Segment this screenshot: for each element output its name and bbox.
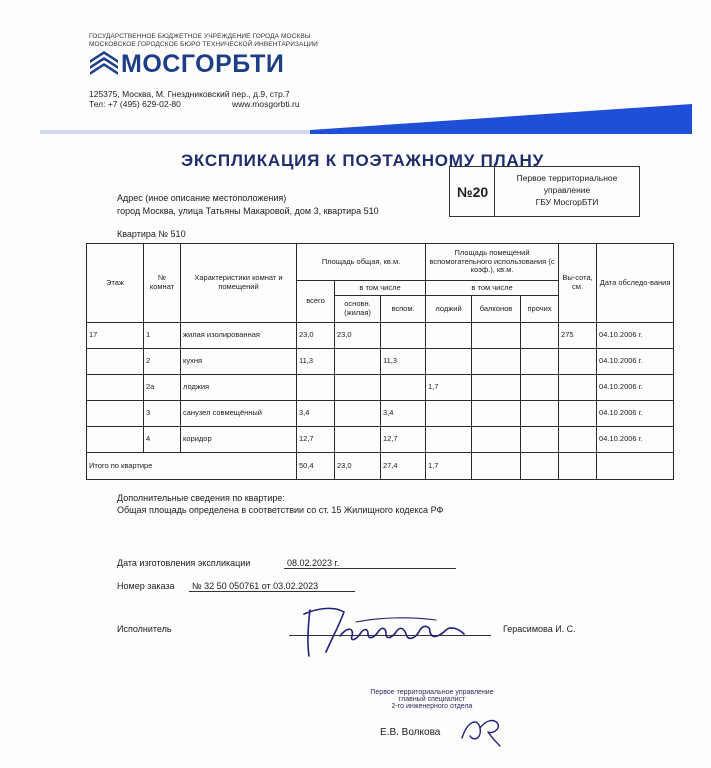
cell-date: 04.10.2006 г. xyxy=(597,401,674,427)
header-phone: Тел: +7 (495) 629-02-80 xyxy=(89,99,181,109)
totals-main: 23,0 xyxy=(335,453,381,480)
cell-aux xyxy=(381,323,426,349)
header-survey-date: Дата обследо-вания xyxy=(597,244,674,323)
cell-desc: коридор xyxy=(181,427,297,453)
cell-other xyxy=(521,427,559,453)
cell-aux: 12,7 xyxy=(381,427,426,453)
cell-floor xyxy=(87,401,144,427)
date-label: Дата изготовления экспликации xyxy=(117,558,251,568)
cell-aux xyxy=(381,375,426,401)
totals-other xyxy=(521,453,559,480)
cell-height xyxy=(559,427,597,453)
cell-date: 04.10.2006 г. xyxy=(597,375,674,401)
cell-desc: жилая изолированная xyxy=(181,323,297,349)
totals-height xyxy=(559,453,597,480)
header-incl: в том числе xyxy=(335,281,426,296)
brand-name: МОСГОРБТИ xyxy=(121,50,285,78)
cell-balcony xyxy=(472,401,521,427)
cell-other xyxy=(521,323,559,349)
cell-other xyxy=(521,375,559,401)
cell-height xyxy=(559,401,597,427)
cell-main xyxy=(335,427,381,453)
cell-desc: лоджия xyxy=(181,375,297,401)
table-row xyxy=(87,401,674,427)
stamp-line-1: Первое территориальное управление xyxy=(370,689,494,696)
header-height: Вы-сота, см. xyxy=(559,244,597,323)
cell-desc: санузел совмещённый xyxy=(181,401,297,427)
header-address: 125375, Москва, М. Гнездниковский пер., д.9, стр.7 xyxy=(89,89,290,99)
header-loggia: лоджий xyxy=(426,296,472,323)
cell-room: 1 xyxy=(144,323,181,349)
issuer-line-2: управление xyxy=(543,185,591,195)
table-row xyxy=(87,427,674,453)
cell-balcony xyxy=(472,427,521,453)
header-aux-area-group: Площадь помещений вспомогательного использования (с коэф.), кв.м. xyxy=(426,244,559,281)
order-value: № 32 50 050761 от 03.02.2023 xyxy=(189,581,355,592)
cell-loggia: 1,7 xyxy=(426,375,472,401)
cell-total: 12,7 xyxy=(297,427,335,453)
cell-other xyxy=(521,401,559,427)
cell-total: 3,4 xyxy=(297,401,335,427)
header-incl-2: в том числе xyxy=(426,281,559,296)
totals-aux: 27,4 xyxy=(381,453,426,480)
notes-text: Общая площадь определена в соответствии со ст. 15 Жилищного кодекса РФ xyxy=(117,505,444,515)
document-number: №20 xyxy=(457,184,489,200)
cell-balcony xyxy=(472,323,521,349)
cell-total: 23,0 xyxy=(297,323,335,349)
header-website: www.mosgorbti.ru xyxy=(232,99,300,109)
cell-room: 2 xyxy=(144,349,181,375)
header-characteristics: Характеристики комнат и помещений xyxy=(181,244,297,323)
cell-other xyxy=(521,349,559,375)
table-row xyxy=(87,375,674,401)
specialist-signature-icon xyxy=(458,712,504,748)
notes-label: Дополнительные сведения по квартире: xyxy=(117,493,285,503)
cell-height xyxy=(559,349,597,375)
cell-room: 3 xyxy=(144,401,181,427)
cell-main xyxy=(335,375,381,401)
header-area-total-group: Площадь общая, кв.м. xyxy=(297,244,426,281)
cell-loggia xyxy=(426,427,472,453)
specialist-stamp xyxy=(347,689,517,710)
cell-loggia xyxy=(426,349,472,375)
cell-loggia xyxy=(426,401,472,427)
cell-date: 04.10.2006 г. xyxy=(597,349,674,375)
cell-date: 04.10.2006 г. xyxy=(597,427,674,453)
header-other: прочих xyxy=(521,296,559,323)
cell-floor: 17 xyxy=(87,323,144,349)
totals-label: Итого по квартире xyxy=(87,453,297,480)
org-line-2: МОСКОВСКОЕ ГОРОДСКОЕ БЮРО ТЕХНИЧЕСКОЙ ИНВЕНТАРИЗАЦИИ xyxy=(89,41,318,48)
cell-aux: 11,3 xyxy=(381,349,426,375)
executor-signature-icon xyxy=(296,598,468,660)
cell-aux: 3,4 xyxy=(381,401,426,427)
document-title: ЭКСПЛИКАЦИЯ К ПОЭТАЖНОМУ ПЛАНУ xyxy=(181,151,544,170)
header-balcony: балконов xyxy=(472,296,521,323)
executor-label: Исполнитель xyxy=(117,624,172,634)
header-area-total: всего xyxy=(297,281,335,323)
issuer-box xyxy=(494,166,640,217)
apartment-number: Квартира № 510 xyxy=(117,229,186,239)
mosgorbti-logo-icon xyxy=(90,51,118,77)
header-main: основн. (жилая) xyxy=(335,296,381,323)
header-accent-band xyxy=(40,100,692,138)
cell-total xyxy=(297,375,335,401)
address-value: город Москва, улица Татьяны Макаровой, дом 3, квартира 510 xyxy=(117,206,379,216)
totals-row xyxy=(87,453,674,480)
totals-total: 50,4 xyxy=(297,453,335,480)
address-label: Адрес (иное описание местоположения) xyxy=(117,193,287,203)
header-room-no: № комнат xyxy=(144,244,181,323)
stamp-line-2: главный специалист xyxy=(398,696,466,703)
header-aux: вспом. xyxy=(381,296,426,323)
header-floor: Этаж xyxy=(87,244,144,323)
cell-main xyxy=(335,349,381,375)
cell-floor xyxy=(87,349,144,375)
date-value: 08.02.2023 г. xyxy=(284,558,456,569)
cell-date: 04.10.2006 г. xyxy=(597,323,674,349)
issuer-line-1: Первое территориальное xyxy=(516,173,618,183)
order-label: Номер заказа xyxy=(117,581,175,591)
totals-date xyxy=(597,453,674,480)
stamp-name: Е.В. Волкова xyxy=(380,727,441,738)
cell-loggia xyxy=(426,323,472,349)
cell-floor xyxy=(87,375,144,401)
explication-table xyxy=(86,243,674,480)
executor-name: Герасимова И. С. xyxy=(503,624,576,634)
cell-main xyxy=(335,401,381,427)
cell-room: 2а xyxy=(144,375,181,401)
table-row xyxy=(87,323,674,349)
issuer-line-3: ГБУ МосгорБТИ xyxy=(535,197,599,207)
cell-floor xyxy=(87,427,144,453)
cell-height: 275 xyxy=(559,323,597,349)
cell-balcony xyxy=(472,349,521,375)
totals-loggia: 1,7 xyxy=(426,453,472,480)
cell-desc: кухня xyxy=(181,349,297,375)
org-line-1: ГОСУДАРСТВЕННОЕ БЮДЖЕТНОЕ УЧРЕЖДЕНИЕ ГОРОДА МОСКВЫ xyxy=(89,33,311,40)
cell-height xyxy=(559,375,597,401)
cell-room: 4 xyxy=(144,427,181,453)
totals-balcony xyxy=(472,453,521,480)
cell-balcony xyxy=(472,375,521,401)
stamp-line-3: 2-го инженерного отдела xyxy=(391,703,473,710)
table-row xyxy=(87,349,674,375)
cell-main: 23,0 xyxy=(335,323,381,349)
cell-total: 11,3 xyxy=(297,349,335,375)
